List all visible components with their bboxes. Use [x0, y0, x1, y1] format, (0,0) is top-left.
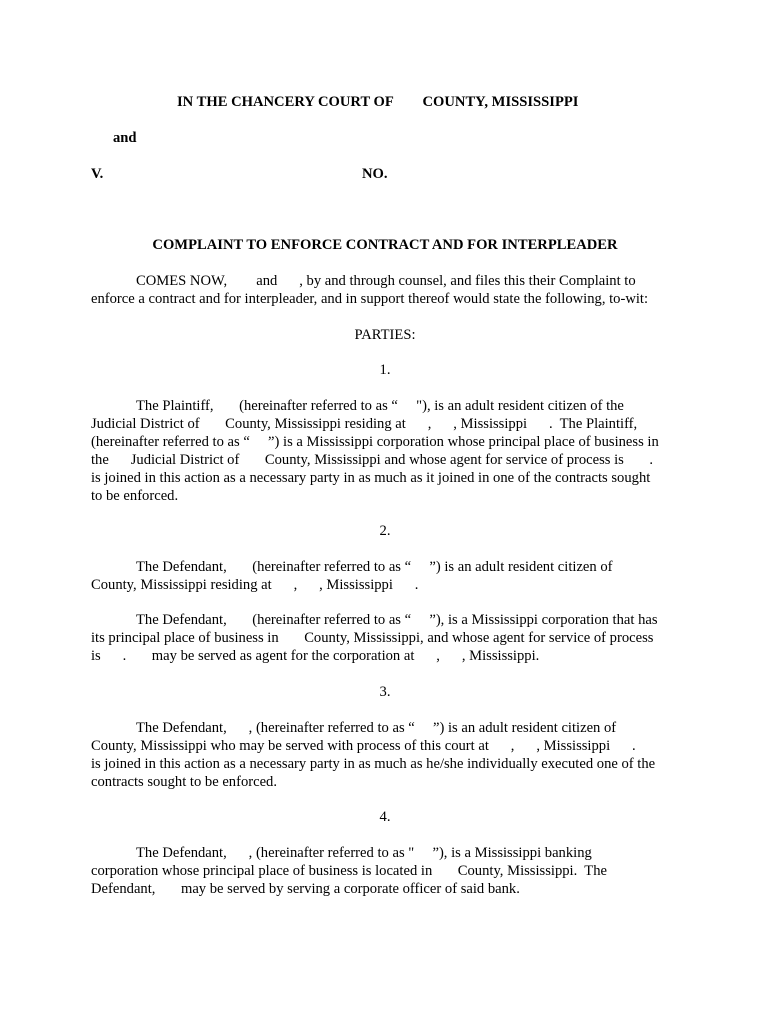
- intro-line-1: COMES NOW, and , by and through counsel, and files this their Complaint to: [136, 273, 636, 289]
- section-3-line: County, Mississippi who may be served with process of this court at , , Mississippi .: [91, 738, 636, 754]
- party-and-label: and: [113, 130, 137, 146]
- section-number-1: 1.: [379, 362, 391, 378]
- section-3-line: contracts sought to be enforced.: [91, 774, 278, 790]
- section-2-line: is . may be served as agent for the corporation at , , Mississippi.: [91, 648, 540, 664]
- section-4-line: Defendant, may be served by serving a corporate officer of said bank.: [91, 881, 520, 897]
- section-1-line: Judicial District of County, Mississippi residing at , , Mississippi . The Plaintiff,: [91, 416, 638, 432]
- section-4-line: corporation whose principal place of business is located in County, Mississippi. The: [91, 863, 607, 879]
- section-1-line: to be enforced.: [91, 488, 179, 504]
- versus-label: V.: [91, 166, 104, 182]
- section-number-3: 3.: [379, 684, 391, 700]
- section-1-line: The Plaintiff, (hereinafter referred to as “ "), is an adult resident citizen of the: [136, 398, 624, 414]
- intro-line-2: enforce a contract and for interpleader, and in support thereof would state the following, to-wit:: [91, 291, 649, 307]
- section-3-line: The Defendant, , (hereinafter referred to as “ ”) is an adult resident citizen of: [136, 720, 617, 736]
- section-number-4: 4.: [379, 809, 391, 825]
- section-3-line: is joined in this action as a necessary party in as much as he/she individually executed one of the: [91, 756, 656, 772]
- section-2-line: County, Mississippi residing at , , Mississippi .: [91, 577, 419, 593]
- section-4-line: The Defendant, , (hereinafter referred to as " ”), is a Mississippi banking: [136, 845, 592, 861]
- document-title: COMPLAINT TO ENFORCE CONTRACT AND FOR INTERPLEADER: [152, 237, 618, 253]
- court-header: IN THE CHANCERY COURT OF COUNTY, MISSISSIPPI: [177, 94, 579, 110]
- section-2-line: The Defendant, (hereinafter referred to as “ ”), is a Mississippi corporation that has: [136, 612, 658, 628]
- section-2-line: The Defendant, (hereinafter referred to as “ ”) is an adult resident citizen of: [136, 559, 613, 575]
- section-1-line: (hereinafter referred to as “ ”) is a Mississippi corporation whose principal place of business in: [91, 434, 659, 450]
- section-2-line: its principal place of business in County, Mississippi, and whose agent for service of process: [91, 630, 654, 646]
- section-1-line: is joined in this action as a necessary party in as much as it joined in one of the contracts sought: [91, 470, 651, 486]
- case-number-label: NO.: [362, 166, 388, 182]
- section-number-2: 2.: [379, 523, 391, 539]
- parties-heading: PARTIES:: [354, 327, 416, 343]
- section-1-line: the Judicial District of County, Mississippi and whose agent for service of process is .: [91, 452, 654, 468]
